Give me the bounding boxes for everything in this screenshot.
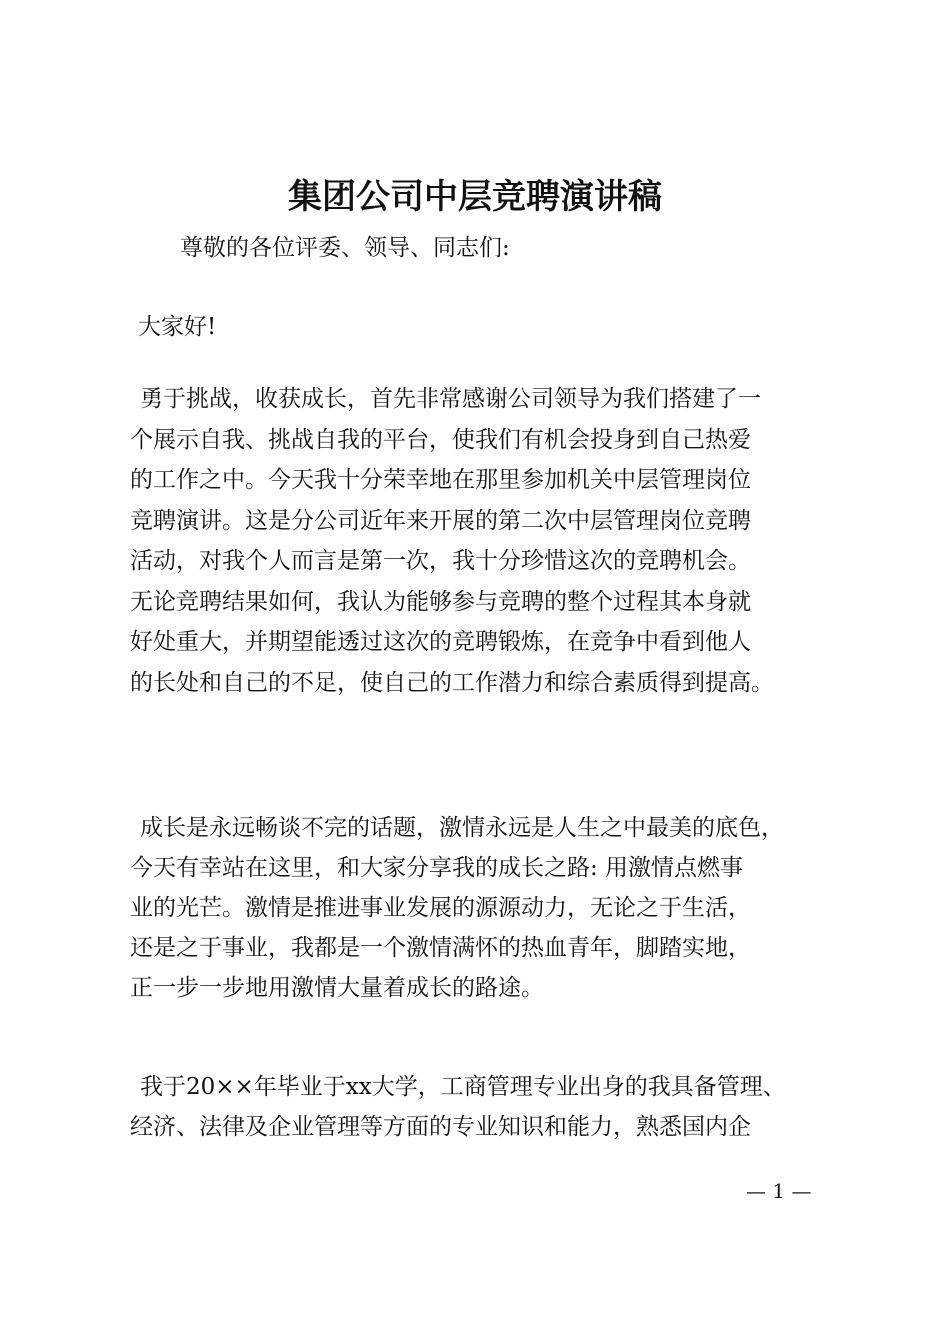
paragraph-line: 竞聘演讲。这是分公司近年来开展的第二次中层管理岗位竞聘	[130, 507, 751, 534]
paragraph-line: 个展示自我、挑战自我的平台，使我们有机会投身到自己热爱	[130, 426, 751, 453]
paragraph-line: 成长是永远畅谈不完的话题，激情永远是人生之中最美的底色，	[140, 815, 784, 841]
paragraph-line: 我于20××年毕业于xx大学，工商管理专业出身的我具备管理、	[140, 1074, 786, 1100]
paragraph-line: 正一步一步地用激情大量着成长的路途。	[130, 975, 544, 1001]
paragraph-line: 经济、法律及企业管理等方面的专业知识和能力，熟悉国内企	[130, 1114, 751, 1140]
paragraph-line: 活动，对我个人而言是第一次，我十分珍惜这次的竞聘机会。	[130, 548, 751, 574]
paragraph-line: 的工作之中。今天我十分荣幸地在那里参加机关中层管理岗位	[130, 467, 751, 493]
paragraph-2	[130, 808, 870, 1008]
document-title: 集团公司中层竞聘演讲稿	[288, 177, 662, 217]
paragraph-line: 好处重大，并期望能透过这次的竞聘锻炼，在竞争中看到他人	[130, 629, 751, 655]
paragraph-line: 今天有幸站在这里，和大家分享我的成长之路: 用激情点燃事	[130, 855, 744, 881]
paragraph-line: 的长处和自己的不足，使自己的工作潜力和综合素质得到提高。	[130, 669, 774, 696]
salutation: 尊敬的各位评委、领导、同志们:	[180, 235, 510, 261]
paragraph-line: 业的光芒。激情是推进事业发展的源源动力，无论之于生活，	[130, 895, 751, 921]
page-number: — 1 —	[746, 1179, 812, 1203]
paragraph-3	[130, 1067, 870, 1147]
paragraph-line: 无论竞聘结果如何，我认为能够参与竞聘的整个过程其本身就	[130, 588, 751, 615]
paragraph-line: 勇于挑战，收获成长，首先非常感谢公司领导为我们搭建了一	[140, 386, 761, 412]
paragraph-1	[130, 379, 870, 703]
paragraph-line: 还是之于事业，我都是一个激情满怀的热血青年，脚踏实地，	[130, 935, 751, 961]
greeting-line: 大家好!	[138, 314, 217, 340]
